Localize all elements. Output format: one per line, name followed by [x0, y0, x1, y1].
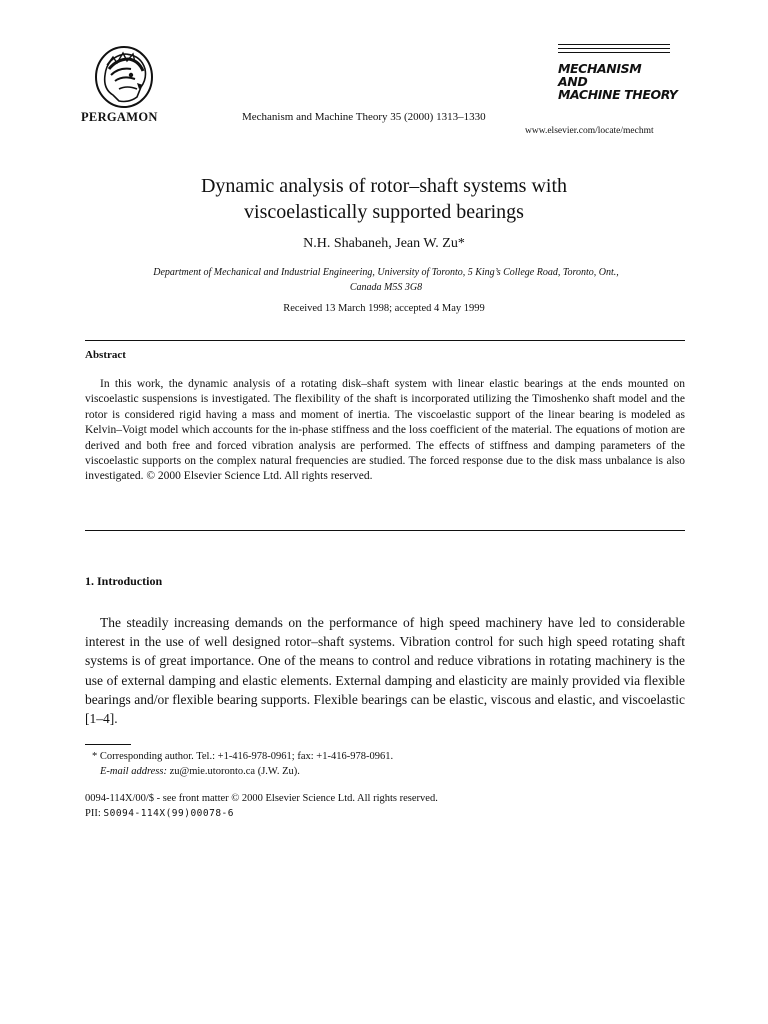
abstract-text: In this work, the dynamic analysis of a rotating disk–shaft system with linear elastic bearings at the ends mounted on viscoelastic suspensions is investigated. The flexibility of the shaft is incorporated utilizing the Timoshenko shaft model and the rotor is considered rigid having a mass and moment of inertia. The viscoelastic support of the linear bearing is modeled as Kelvin–Voigt model which accounts for the in-phase stiffness and the loss coefficient of the material. The equations of motion are derived and both free and forced vibration analysis are performed. The effects of stiffness and damping parameters of the viscoelastic supports on the complex natural frequencies are studied. The forced response due to the disk mass unbalance is also investigated. © 2000 Elsevier Science Ltd. All rights reserved. — [85, 378, 685, 483]
journal-logo-rule — [558, 52, 670, 53]
pii-line — [85, 806, 438, 821]
section-heading: 1. Introduction — [85, 574, 163, 588]
journal-logo-line: AND — [558, 74, 588, 89]
authors: N.H. Shabaneh, Jean W. Zu* — [303, 236, 465, 251]
abstract-top-rule — [85, 340, 685, 341]
corresponding-author: * Corresponding author. Tel.: +1-416-978-0961; fax: +1-416-978-0961. — [92, 751, 394, 762]
affiliation — [86, 265, 686, 295]
affiliation-line: Canada M5S 3G8 — [349, 282, 423, 293]
journal-logo — [558, 62, 678, 101]
email-label: E-mail address: — [100, 766, 167, 777]
introduction-paragraph: The steadily increasing demands on the performance of high speed machinery have led to considerable interest in the use of well designed rotor–shaft systems. Vibration control for such high speed rotating shaft systems is of great importance. One of the means to control and reduce vibrations in rotating machinery is the use of external damping and elastic elements. External damping and elasticity are mainly provided via flexible bearings and/or flexible bearing supports. Flexible bearings can be elastic, viscous and elastic, and viscoelastic [1–4]. — [85, 615, 685, 727]
title-line: Dynamic analysis of rotor–shaft systems with — [200, 175, 568, 197]
journal-citation: Mechanism and Machine Theory 35 (2000) 1313–1330 — [242, 111, 486, 123]
abstract-heading: Abstract — [85, 349, 126, 361]
pii-value: S0094-114X(99)00078-6 — [103, 808, 234, 819]
journal-logo-rule — [558, 44, 670, 45]
journal-logo-line: MACHINE THEORY — [558, 87, 678, 102]
copyright-block — [85, 791, 438, 821]
email-address[interactable]: zu@mie.utoronto.ca (J.W. Zu). — [166, 766, 300, 777]
front-matter-line: 0094-114X/00/$ - see front matter © 2000 Elsevier Science Ltd. All rights reserved. — [85, 793, 438, 804]
footnote-rule — [85, 744, 131, 745]
footnote — [92, 749, 393, 779]
pii-label: PII: — [85, 808, 104, 819]
abstract-bottom-rule — [85, 530, 685, 531]
publisher-name: PERGAMON — [81, 110, 158, 124]
title-line: viscoelastically supported bearings — [244, 201, 524, 223]
affiliation-line: Department of Mechanical and Industrial Engineering, University of Toronto, 5 King’s College Road, Toronto, Ont., — [153, 267, 619, 278]
journal-url[interactable]: www.elsevier.com/locate/mechmt — [525, 126, 654, 136]
email-line — [92, 764, 393, 779]
article-title — [0, 173, 768, 225]
journal-logo-rule — [558, 48, 670, 49]
received-dates: Received 13 March 1998; accepted 4 May 1999 — [283, 303, 485, 314]
publisher-logo — [93, 45, 155, 111]
journal-logo-line: MECHANISM — [558, 61, 642, 76]
